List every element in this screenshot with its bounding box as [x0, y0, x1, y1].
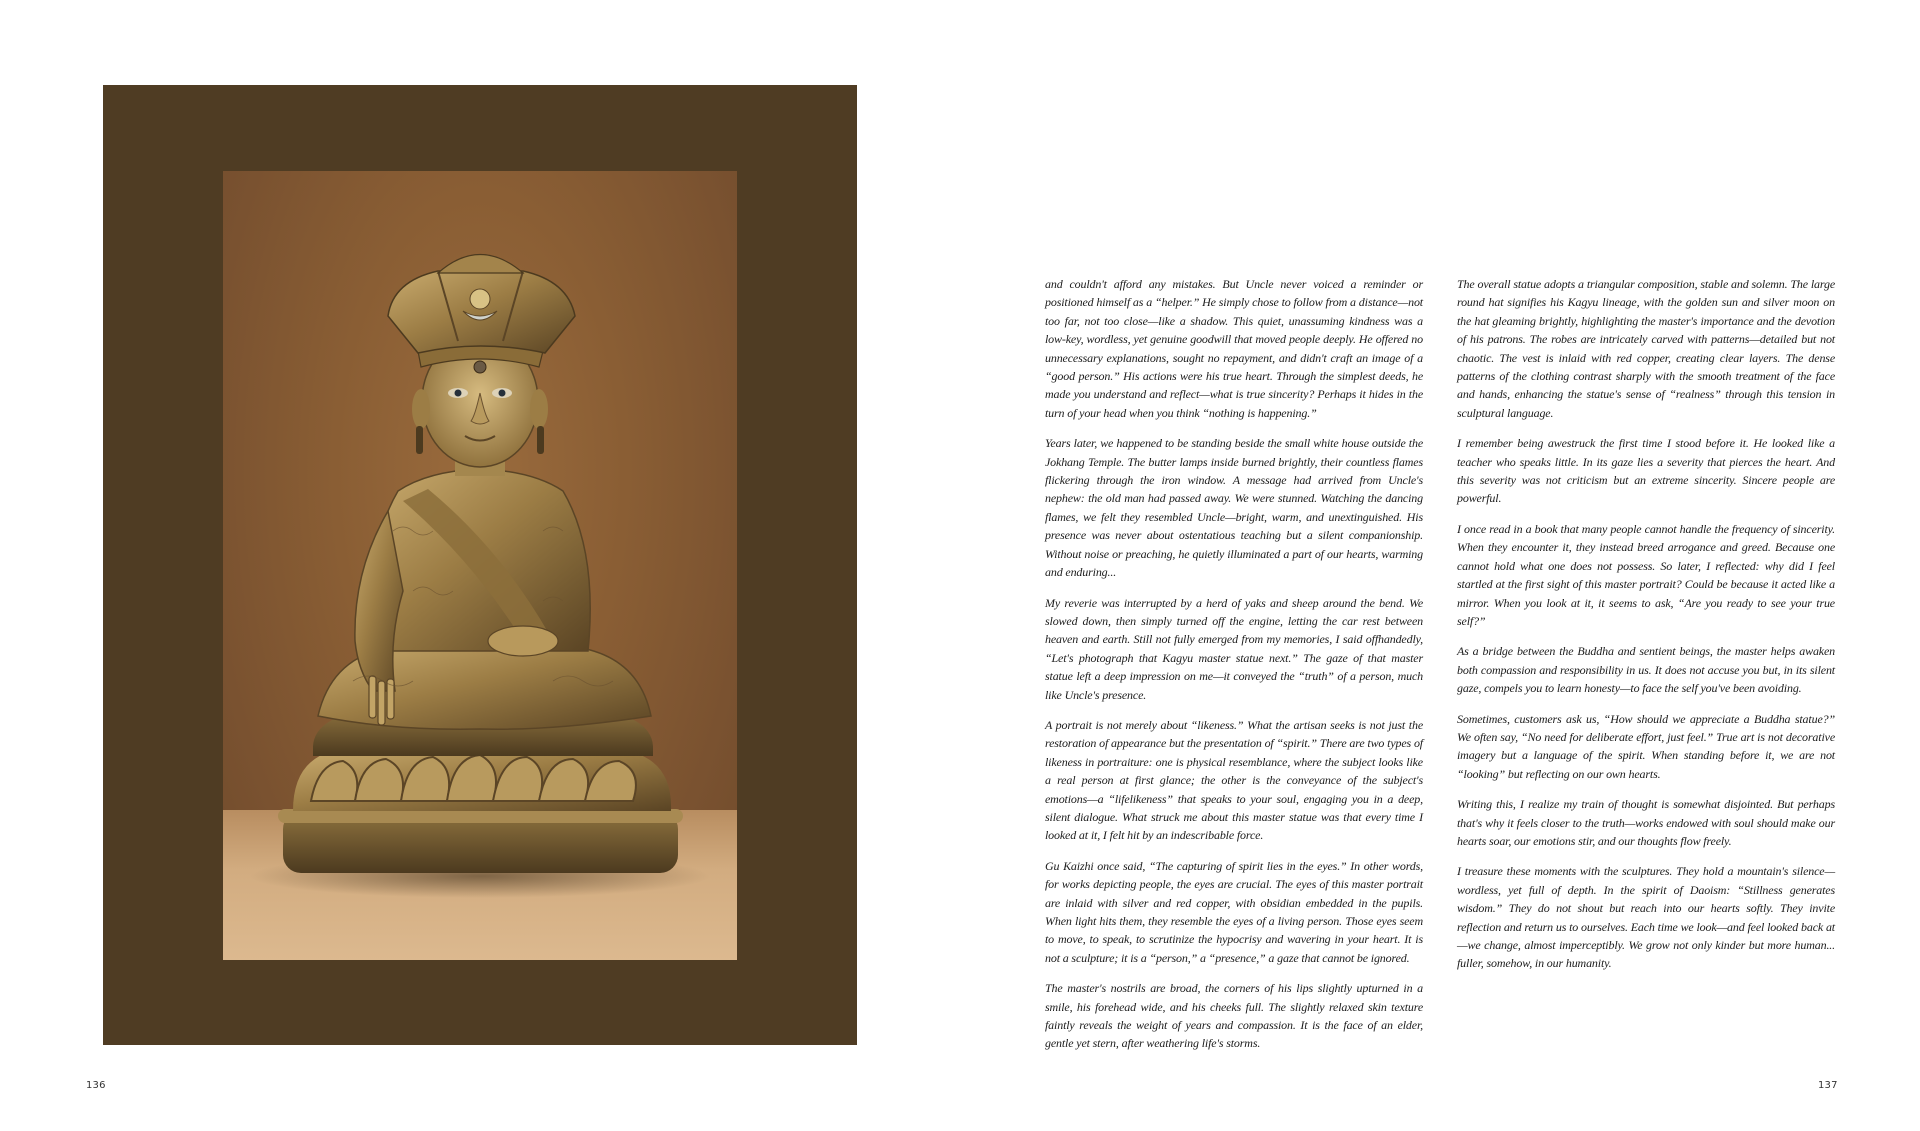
- paragraph: Years later, we happened to be standing beside the small white house outside the Jokhang Temple. The butter lamps inside burned brightly, their countless flames flickering through the iron window. A message had arrived from Uncle's nephew: the old man had passed away. We were stunned. Watching the dancing flames, we felt they resembled Uncle—bright, warm, and unextinguished. His presence was never about ostentatious teaching but a silent companionship. Without noise or preaching, he quietly illuminated a part of our hearts, warming and enduring...: [1045, 436, 1423, 580]
- paragraph: Sometimes, customers ask us, “How should we appreciate a Buddha statue?” We often say, “No need for deliberate effort, just feel.” True art is not decorative imagery but a language of the spirit. When standing before it, we are not “looking” but reflecting on our own hearts.: [1457, 711, 1835, 781]
- paragraph: The master's nostrils are broad, the corners of his lips slightly upturned in a smile, his forehead wide, and his cheeks full. The slightly relaxed skin texture faintly reveals the weight of years and compassion. It is the face of an elder, gentle yet stern, after weathering life's storms.: [1045, 981, 1423, 1051]
- paragraph: I remember being awestruck the first time I stood before it. He looked like a teacher who speaks little. In its gaze lies a severity that pierces the heart. And this severity was not criticism but an extreme sincerity. Sincere people are powerful.: [1457, 436, 1835, 506]
- paragraph: I treasure these moments with the sculptures. They hold a mountain's silence—wordless, yet full of depth. In the spirit of Daoism: “Stillness generates wisdom.” They do not shout but reach into our hearts softly. They invite reflection and return us to ourselves. Each time we look—and feel looked back at—we change, almost imperceptibly. We grow not only kinder but more human... fuller, somehow, in our humanity.: [1457, 864, 1835, 971]
- paragraph: The overall statue adopts a triangular composition, stable and solemn. The large round hat signifies his Kagyu lineage, with the golden sun and silver moon on the hat gleaming brightly, highlighting the master's importance and the devotion of his patrons. The robes are intricately carved with patterns—detailed but not chaotic. The vest is inlaid with red copper, creating clear layers. The dense patterns of the clothing contrast sharply with the smooth treatment of the face and hands, enhancing the statue's sense of “realness” through this tension in sculptural language.: [1457, 277, 1835, 420]
- paragraph: Gu Kaizhi once said, “The capturing of spirit lies in the eyes.” In other words, for works depicting people, the eyes are crucial. The eyes of this master portrait are inlaid with silver and red copper, with obsidian embedded in the pupils. When light hits them, they resemble the eyes of a living person. Those eyes seem to move, to speak, to scrutinize the hypocrisy and wavering in your heart. It is not a sculpture; it is a “person,” a “presence,” a gaze that cannot be ignored.: [1045, 858, 1423, 965]
- paragraph: and couldn't afford any mistakes. But Uncle never voiced a reminder or positioned himself as a “helper.” He simply chose to follow from a distance—not too far, not too close—like a shadow. This quiet, unassuming kindness was a low-key, wordless, yet genuine goodwill that moved people deeply. He offered no unnecessary explanations, sought no repayment, and didn't craft an image of a “good person.” His actions were his true heart. Through the simplest deeds, he made you understand and reflect—what is true sincerity? Perhaps it hides in the turn of your head when you think “nothing is happening.”: [1045, 277, 1423, 420]
- paragraph: A portrait is not merely about “likeness.” What the artisan seeks is not just the restoration of appearance but the presentation of “spirit.” There are two types of likeness in portraiture: one is physical resemblance, where the subject looks like a real person at first glance; the other is the conveyance of the subject's emotions—a “lifelikeness” that speaks to your soul, engaging you in a deep, silent dialogue. What struck me about this master statue was that every time I looked at it, I felt hit by an indescribable force.: [1045, 717, 1423, 843]
- statue-photo: [223, 171, 737, 960]
- paragraph: Writing this, I realize my train of thought is somewhat disjointed. But perhaps that's why it feels closer to the truth—works endowed with soul should make our hearts soar, our emotions stir, and our thoughts flow freely.: [1457, 797, 1835, 848]
- kagyu-master-statue-illustration: [223, 171, 737, 960]
- photo-frame: [103, 85, 857, 1045]
- text-column-right: [1457, 275, 1835, 985]
- text-column-left: [1045, 275, 1423, 1065]
- paragraph: I once read in a book that many people cannot handle the frequency of sincerity. When they encounter it, they instead breed arrogance and greed. Because one cannot hold what one does not possess. So later, I reflected: why did I feel startled at the first sight of this master portrait? Could be because it acted like a mirror. When you look at it, it seems to ask, “Are you ready to see your true self?”: [1457, 521, 1835, 628]
- paragraph: My reverie was interrupted by a herd of yaks and sheep around the bend. We slowed down, then simply turned off the engine, letting the car rest between heaven and earth. Still not fully emerged from my memories, I said offhandedly, “Let's photograph that Kagyu master statue next.” The gaze of that master statue left a deep impression on me—it conveyed the “truth” of a person, much like Uncle's presence.: [1045, 595, 1423, 702]
- page-number-left: 136: [86, 1080, 106, 1091]
- paragraph: As a bridge between the Buddha and sentient beings, the master helps awaken both compassion and responsibility in us. It does not accuse you but, in its silent gaze, compels you to learn honesty—to face the self you've been avoiding.: [1457, 644, 1835, 696]
- page-number-right: 137: [1818, 1080, 1838, 1091]
